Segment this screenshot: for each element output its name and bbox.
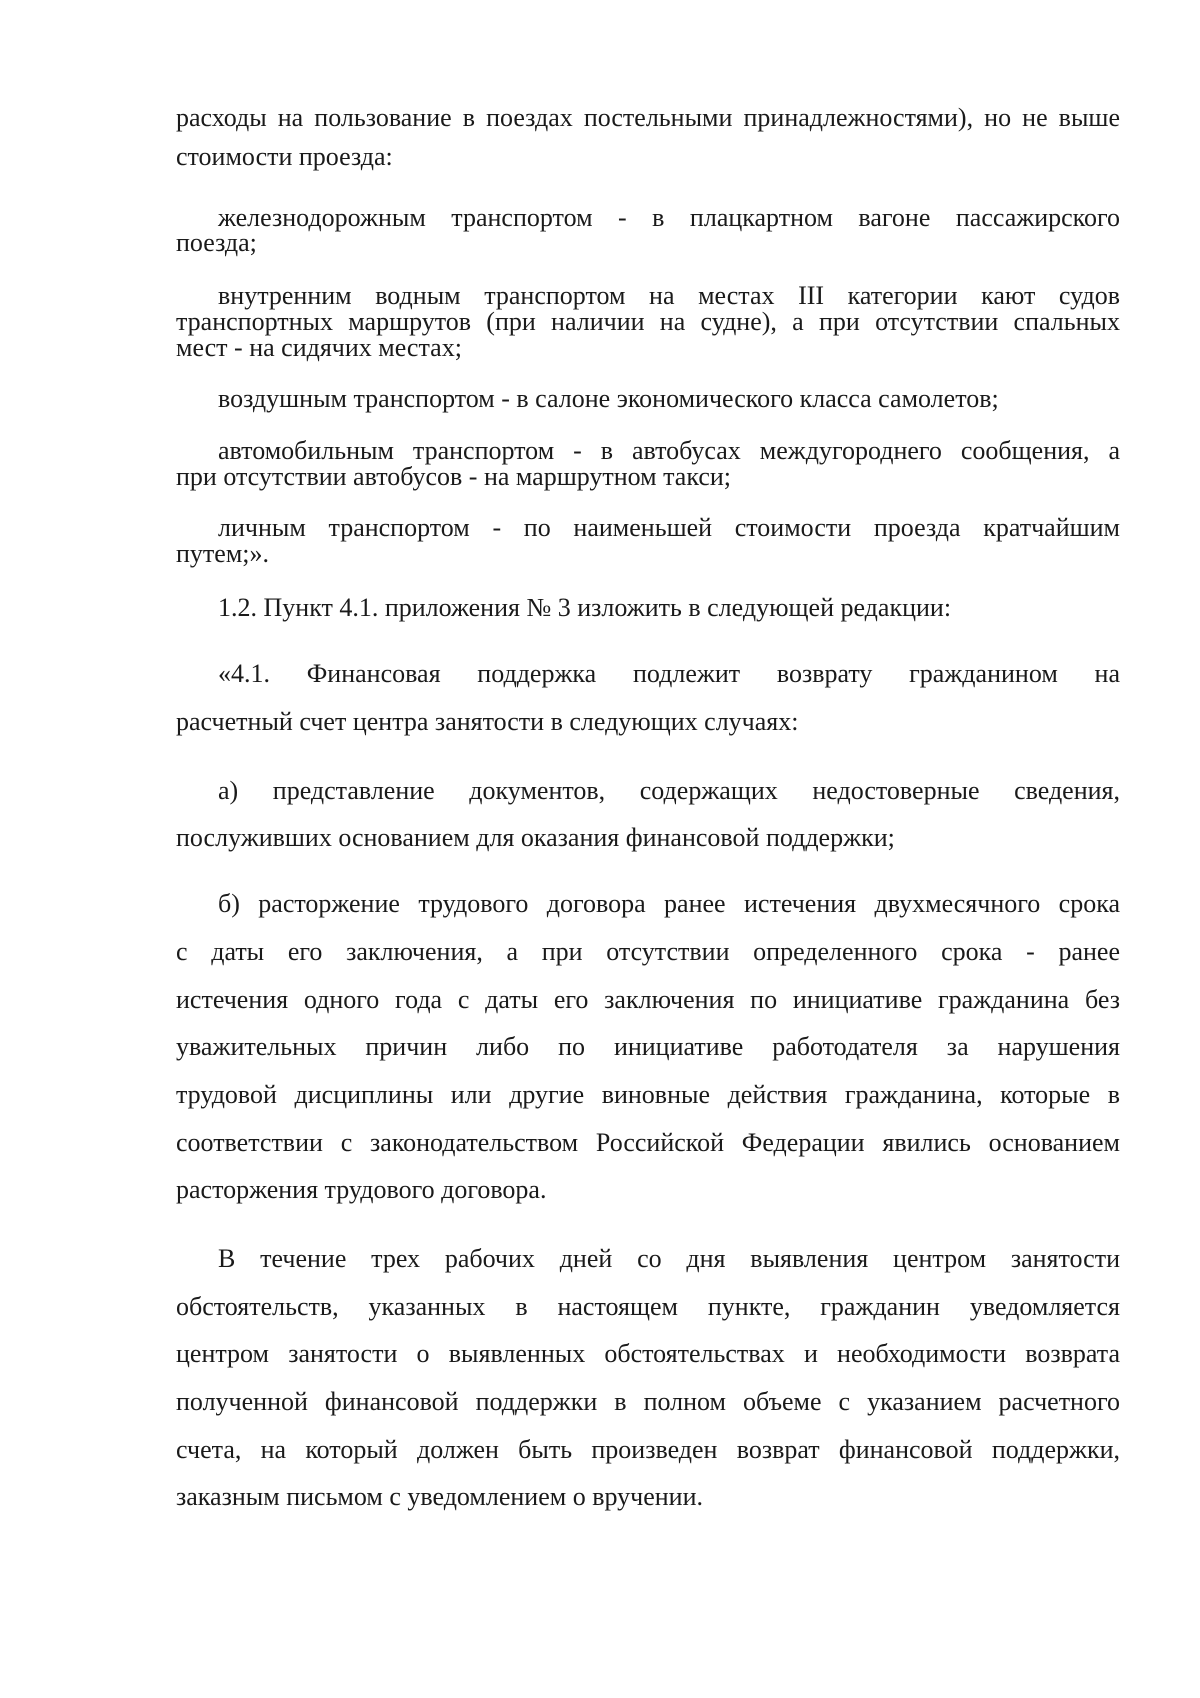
- text-line: стоимости проезда:: [176, 142, 393, 171]
- text-line: послуживших основанием для оказания финансовой поддержки;: [176, 823, 895, 852]
- text-line: железнодорожным транспортом - в плацкартном вагоне пассажирского: [218, 203, 1120, 232]
- text-line: с даты его заключения, а при отсутствии определенного срока - ранее: [176, 937, 1120, 966]
- text-line: центром занятости о выявленных обстоятельствах и необходимости возврата: [176, 1339, 1120, 1368]
- text-line: мест - на сидячих местах;: [176, 333, 462, 362]
- text-line: личным транспортом - по наименьшей стоимости проезда кратчайшим: [218, 513, 1120, 542]
- text-line: заказным письмом с уведомлением о вручении.: [176, 1482, 704, 1511]
- text-line: 1.2. Пункт 4.1. приложения № 3 изложить в следующей редакции:: [218, 593, 952, 622]
- text-line: расходы на пользование в поездах постельными принадлежностями), но не выше: [176, 103, 1120, 132]
- text-line: путем;».: [176, 539, 269, 568]
- text-line: В течение трех рабочих дней со дня выявления центром занятости: [218, 1244, 1120, 1273]
- text-line: расчетный счет центра занятости в следующих случаях:: [176, 707, 799, 736]
- text-line: а) представление документов, содержащих недостоверные сведения,: [218, 776, 1120, 805]
- text-line: уважительных причин либо по инициативе работодателя за нарушения: [176, 1032, 1120, 1061]
- text-line: соответствии с законодательством Российской Федерации явились основанием: [176, 1128, 1120, 1157]
- text-line: полученной финансовой поддержки в полном объеме с указанием расчетного: [176, 1387, 1120, 1416]
- text-line: трудовой дисциплины или другие виновные действия гражданина, которые в: [176, 1080, 1120, 1109]
- text-line: воздушным транспортом - в салоне экономического класса самолетов;: [218, 384, 999, 413]
- text-line: транспортных маршрутов (при наличии на судне), а при отсутствии спальных: [176, 307, 1120, 336]
- text-line: автомобильным транспортом - в автобусах междугороднего сообщения, а: [218, 436, 1120, 465]
- text-line: истечения одного года с даты его заключения по инициативе гражданина без: [176, 985, 1120, 1014]
- text-line: обстоятельств, указанных в настоящем пункте, гражданин уведомляется: [176, 1292, 1120, 1321]
- text-line: счета, на который должен быть произведен возврат финансовой поддержки,: [176, 1435, 1120, 1464]
- text-line: «4.1. Финансовая поддержка подлежит возврату гражданином на: [218, 659, 1120, 688]
- text-line: при отсутствии автобусов - на маршрутном такси;: [176, 462, 732, 491]
- text-line: расторжения трудового договора.: [176, 1175, 547, 1204]
- text-line: поезда;: [176, 228, 257, 257]
- text-line: б) расторжение трудового договора ранее истечения двухмесячного срока: [218, 889, 1120, 918]
- text-line: внутренним водным транспортом на местах III категории кают судов: [218, 281, 1120, 310]
